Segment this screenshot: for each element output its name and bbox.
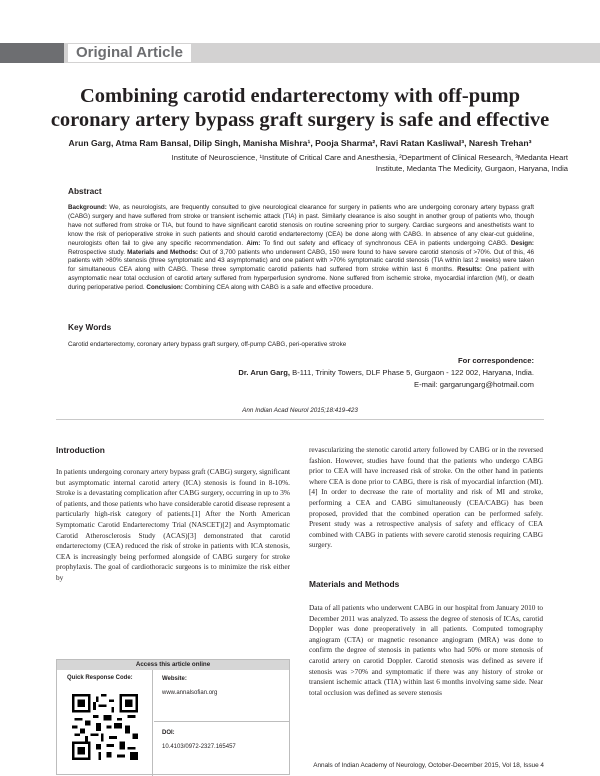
correspondence-address: B-111, Trinity Towers, DLF Phase 5, Gurgaon - 122 002, Haryana, India. [290, 368, 534, 377]
article-title [40, 84, 560, 132]
doi-label: DOI: [162, 730, 175, 736]
website-label: Website: [162, 676, 187, 682]
abstract-results-label: Results: [457, 266, 482, 274]
abstract-design-text: Retrospective study. [68, 248, 125, 256]
section-band-accent [0, 43, 64, 63]
keywords-text: Carotid endarterectomy, coronary artery bypass graft surgery, off-pump CABG, peri-operative stroke [68, 341, 347, 348]
abstract-conclusion-text: Combining CEA along with CABG is a safe and effective procedure. [182, 284, 374, 292]
abstract-conclusion-label: Conclusion: [146, 284, 183, 292]
affiliation-line-2: Institute, Medanta The Medicity, Gurgaon, Haryana, India [375, 163, 568, 173]
abstract-background-label: Background: [68, 204, 107, 211]
keywords-heading: Key Words [68, 322, 112, 332]
website-row [154, 670, 290, 722]
website-link[interactable]: www.annalsofian.org [162, 690, 218, 696]
journal-citation: Ann Indian Acad Neurol 2015;18:419-423 [242, 407, 358, 414]
section-label: Original Article [68, 44, 191, 62]
abstract-heading: Abstract [68, 186, 102, 196]
abstract-design-label: Design: [510, 239, 535, 247]
affiliations [68, 153, 568, 174]
doi-link[interactable]: 10.4103/0972-2327.165457 [162, 744, 236, 750]
correspondence-name: Dr. Arun Garg, [238, 368, 291, 377]
correspondence-email[interactable]: E-mail: gargarungarg@hotmail.com [414, 380, 534, 389]
title-line-2: coronary artery bypass graft surgery is safe and effective [50, 109, 550, 131]
introduction-paragraph: In patients undergoing coronary artery bypass graft (CABG) surgery, significant but asymptomatic internal carotid artery (ICA) stenosis is found in 8-10%. Stroke is a devastating complication after CABG surgery, occurring in up to 3% of patients, and those patients who have considerable carotid disease represent a particularly high-risk category of patients.[1] After the North American Symptomatic Carotid Endarterectomy Trial (NASCET)[2] and Asymptomatic Carotid Atherosclerosis Study (ACAS)[3] demonstrated that carotid endarterectomy (CEA) reduced the risk of stroke in patients with ICA stenosis, CEA is increasingly being performed alongside of CABG surgery for stroke prophylaxis. The goal of cardiothoracic surgeons is to minimize the risk either by [56, 467, 290, 582]
abstract-background-text: We, as neurologists, are frequently consulted to give neurological clearance for surgery in patients who are undergoing coronary artery bypass graft (CABG) surgery and have suffered from stroke or transient ischemic attack (TIA) in past. Similarly clearance is also sought in another group of patients who, though have not suffered from stroke or TIA, but found to have significant carotid stenosis on routine screening prior to surgery. Cardiac surgeons and anesthetists want to know the risk of perioperative stroke in such patients and should carotid endarterectomy (CEA) be done along with CABG. In absence of any clear-cut guideline, neurologists often fail to give any specific recommendation. [68, 204, 534, 247]
section-band [0, 43, 600, 63]
access-online-box [56, 659, 290, 775]
correspondence-block [134, 355, 534, 391]
author-list: Arun Garg, Atma Ram Bansal, Dilip Singh, Manisha Mishra¹, Pooja Sharma², Ravi Ratan Kasliwal³, Naresh Trehan³ [68, 138, 532, 148]
introduction-heading: Introduction [56, 445, 105, 455]
access-box-header: Access this article online [57, 660, 289, 670]
abstract-methods-label: Materials and Methods: [127, 248, 198, 256]
abstract-results-text: One patient with asymptomatic near total occlusion of carotid artery suffered from hyperperfusion syndrome. None suffered from ischemic stroke, myocardial infarction (MI), or death during perioperative period. [68, 266, 534, 292]
introduction-continuation: revascularizing the stenotic carotid artery followed by CABG or in the reversed fashion. However, studies have found that the patients who undergo CABG prior to CEA will have increased risk of stroke. On the other hand in patients where CEA is done prior to CABG, there is risk of myocardial infarction (MI).[4] In order to decrease the rate of mortality and risk of MI and stroke, performing a CEA and CABG simultaneously (CEA/CABG) has been proposed, provided that the combined operation can be performed safely. Present study was a retrospective analysis of safety and efficacy of CEA combined with CABG in patients with severe carotid stenosis requiring CABG surgery. [309, 445, 543, 550]
correspondence-address-line [134, 367, 534, 379]
affiliation-line-1: Institute of Neuroscience, ¹Institute of Critical Care and Anesthesia, ²Department of Clinical Research, ³Medanta Heart [171, 153, 568, 162]
title-line-1: Combining carotid endarterectomy with off-pump [80, 85, 520, 107]
header-divider [56, 419, 544, 420]
qr-cell [57, 670, 153, 776]
qr-code-icon[interactable] [72, 694, 138, 760]
page-footer: Annals of Indian Academy of Neurology, October-December 2015, Vol 18, Issue 4 [313, 762, 544, 769]
abstract-aim-text: To find out safety and efficacy of synchronous CEA in patients undergoing CABG. [260, 239, 508, 247]
access-links [154, 670, 290, 776]
correspondence-heading: For correspondence: [458, 356, 534, 365]
qr-label: Quick Response Code: [67, 675, 133, 681]
abstract-aim-label: Aim: [246, 239, 261, 247]
methods-paragraph: Data of all patients who underwent CABG in our hospital from January 2010 to December 2011 was analyzed. To assess the degree of stenosis of ICAs, carotid Doppler was done preoperatively in all patients. Computed tomography angiogram (CTA) or magnetic resonance angiogram (MRA) was done to confirm the degree of stenosis in patients who had 50% or more stenosis of carotid artery on carotid Doppler. Carotid stenosis was defined as severe if stenosis was >70% and symptomatic if there was any history of stroke or transient ischemic attack (TIA) within last 6 months involving same side. Near total occlusion was defined as severe stenosis [309, 603, 543, 697]
abstract-body [68, 204, 534, 293]
methods-heading: Materials and Methods [309, 579, 400, 589]
abstract-methods-text: Out of 3,700 patients who underwent CABG, 150 were found to have severe carotid stenosis of >70%. Out of this, 46 patients with >80% stenosis (three symptomatic and 43 asymptomatic) and one patient with >70% symptomatic carotid stenosis (TIA within last 2 weeks) were taken for simultaneous CEA along with CABG. These three symptomatic carotid patients had suffered from stroke within last 6 months. [68, 248, 534, 274]
